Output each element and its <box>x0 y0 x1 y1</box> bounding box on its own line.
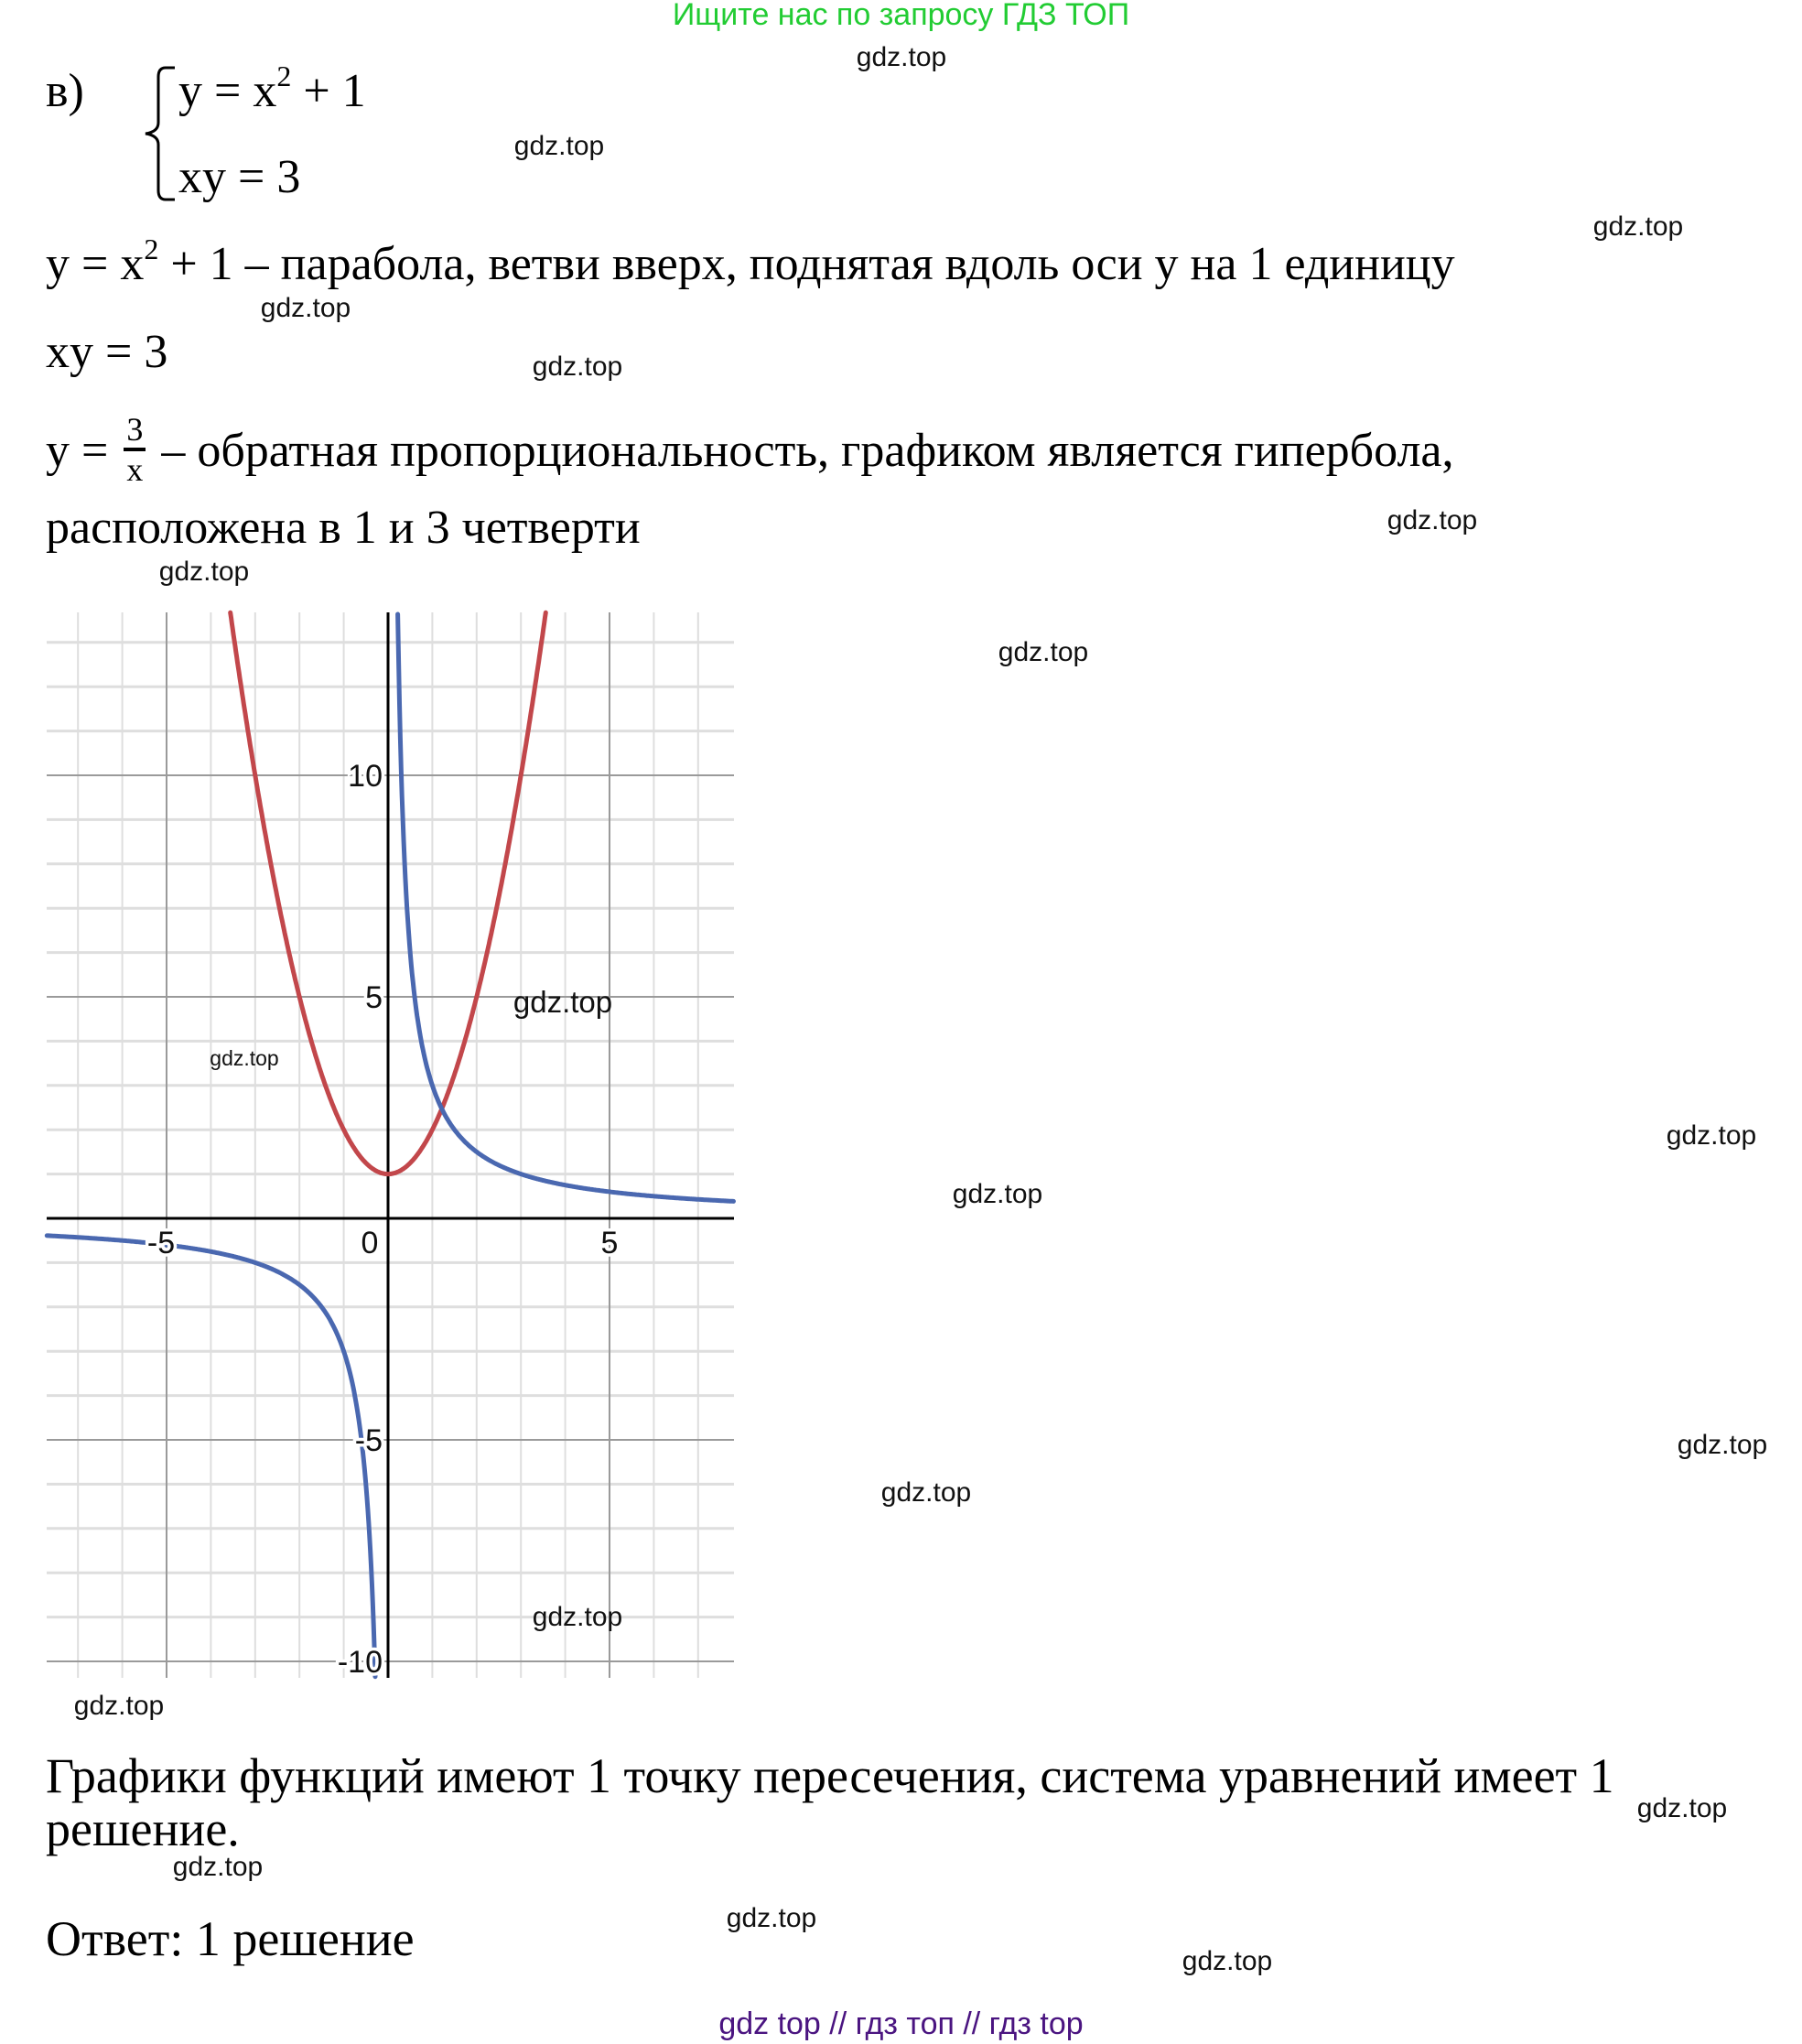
xy-equation: xy = 3 <box>46 326 168 378</box>
x-tick-label: 5 <box>600 1226 619 1260</box>
watermark: gdz.top <box>532 351 623 382</box>
parabola-lhs: y = x <box>46 238 145 290</box>
grid-minor-lines <box>47 612 734 1678</box>
watermark: gdz.top <box>513 131 605 161</box>
watermark: gdz.top <box>210 1046 279 1070</box>
conclusion-line-2: решение. <box>46 1801 240 1856</box>
problem-label: в) <box>46 65 84 117</box>
watermark: gdz.top <box>1592 211 1684 242</box>
y-tick-label: 5 <box>365 980 383 1015</box>
watermark: gdz.top <box>726 1903 817 1933</box>
watermark: gdz.top <box>513 985 613 1019</box>
watermark: gdz.top <box>1182 1946 1273 1976</box>
hyperbola-lhs: y = <box>46 424 121 477</box>
watermark: gdz.top <box>952 1179 1043 1209</box>
hyperbola-quadrants: расположена в 1 и 3 четверти <box>46 502 641 554</box>
watermark: gdz.top <box>172 1852 264 1882</box>
watermark: gdz.top <box>158 557 250 587</box>
footer-links[interactable]: gdz top // гдз топ // гдз top <box>718 2006 1084 2041</box>
watermark: gdz.top <box>1636 1793 1728 1823</box>
parabola-exponent: 2 <box>144 232 159 265</box>
watermark: gdz.top <box>1387 505 1478 535</box>
eq1-lhs: y = x <box>178 65 277 117</box>
watermark: gdz.top <box>1666 1120 1757 1151</box>
watermark: gdz.top <box>73 1691 165 1721</box>
watermark: gdz.top <box>532 1602 623 1632</box>
hyperbola-rest: – обратная пропорциональность, графиком является гипербола, <box>149 424 1454 477</box>
watermark: gdz.top <box>856 42 947 72</box>
fraction-denominator: x <box>126 451 144 488</box>
axes <box>47 612 734 1678</box>
y-tick-label: -10 <box>337 1645 383 1680</box>
watermark: gdz.top <box>260 293 351 323</box>
y-tick-label: 10 <box>348 759 383 794</box>
y-tick-label: -5 <box>354 1423 383 1458</box>
x-tick-label: 0 <box>361 1226 379 1260</box>
conclusion-line-1: Графики функций имеют 1 точку пересечения, система уравнений имеет 1 <box>46 1748 1614 1803</box>
fraction-numerator: 3 <box>124 411 146 451</box>
parabola-rest: + 1 – парабола, ветви вверх, поднятая вдоль оси y на 1 единицу <box>158 238 1455 290</box>
system-equation-2: xy = 3 <box>178 151 301 203</box>
answer: Ответ: 1 решение <box>46 1911 415 1966</box>
watermark: gdz.top <box>1677 1430 1768 1460</box>
eq1-exponent: 2 <box>276 59 292 92</box>
x-tick-label: -5 <box>146 1226 176 1260</box>
curves <box>47 612 733 1677</box>
promo-header: Ищите нас по запросу ГДЗ ТОП <box>672 0 1130 32</box>
watermark: gdz.top <box>880 1477 972 1508</box>
watermark: gdz.top <box>998 637 1089 667</box>
eq1-rhs: + 1 <box>291 65 366 117</box>
grid-major-lines <box>47 612 734 1678</box>
